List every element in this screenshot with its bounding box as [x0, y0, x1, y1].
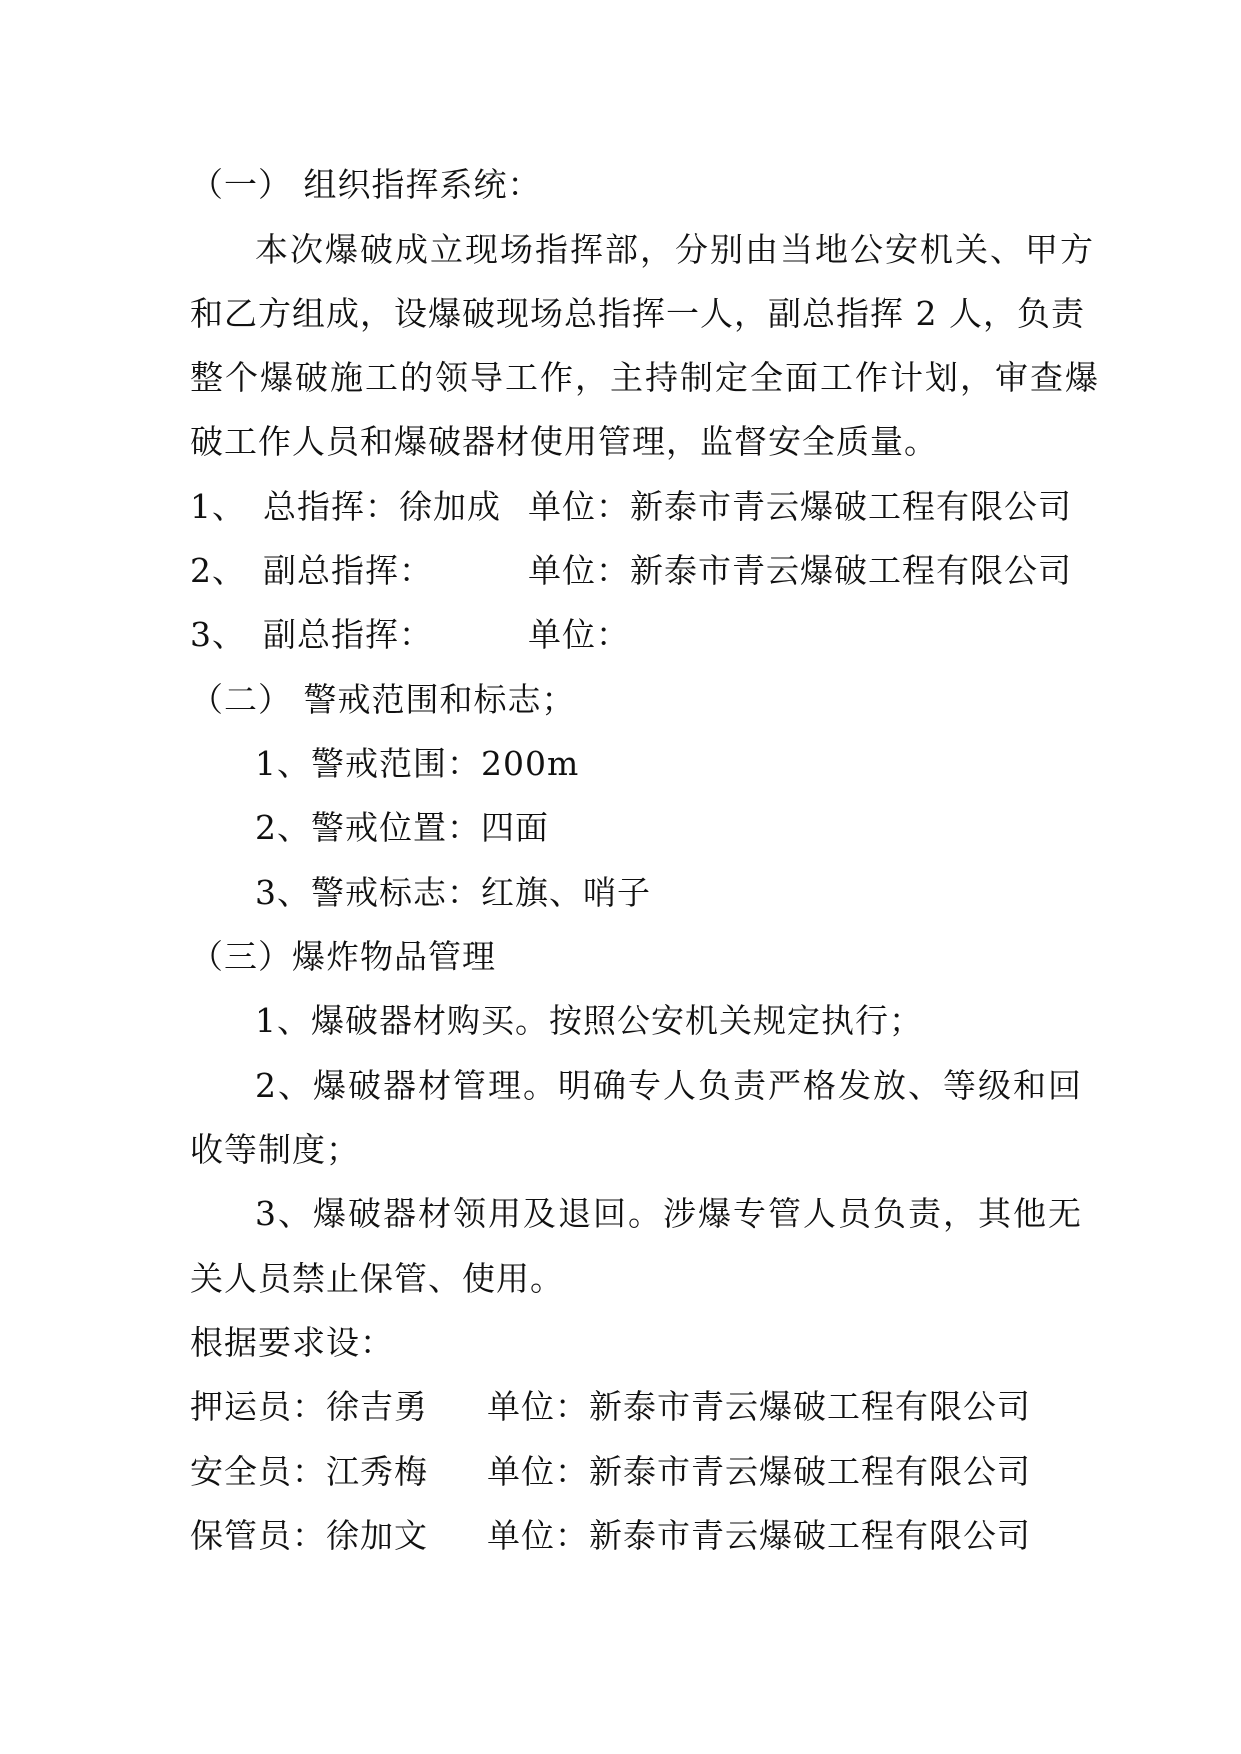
staff-3-unit: 单位：新泰市青云爆破工程有限公司 — [487, 1516, 1031, 1555]
commander-3-role: 副总指挥： — [263, 615, 433, 654]
staff-1-role: 押运员：徐吉勇 — [190, 1387, 428, 1426]
section1-paragraph-line-1: 本次爆破成立现场指挥部，分别由当地公安机关、甲方 — [255, 230, 1095, 269]
commander-1-role: 总指挥：徐加成 — [263, 487, 501, 526]
section1-heading: （一） 组织指挥系统： — [190, 165, 542, 204]
section1-paragraph-line-4: 破工作人员和爆破器材使用管理，监督安全质量。 — [190, 422, 938, 461]
section2-item-1: 1、警戒范围：200m — [255, 744, 580, 783]
section3-item-1: 1、爆破器材购买。按照公安机关规定执行； — [255, 1001, 923, 1040]
section1-paragraph-line-3: 整个爆破施工的领导工作，主持制定全面工作计划，审查爆 — [190, 358, 1100, 397]
section1-paragraph-line-2: 和乙方组成，设爆破现场总指挥一人，副总指挥 2 人，负责 — [190, 294, 1085, 333]
section2-heading: （二） 警戒范围和标志； — [190, 680, 576, 719]
staff-1-unit: 单位：新泰市青云爆破工程有限公司 — [487, 1387, 1031, 1426]
commander-2-role: 副总指挥： — [263, 551, 433, 590]
staff-3-role: 保管员：徐加文 — [190, 1516, 428, 1555]
commander-3-unit: 单位： — [528, 615, 630, 654]
commander-2-number: 2、 — [190, 551, 246, 590]
section2-item-3: 3、警戒标志：红旗、哨子 — [255, 873, 651, 912]
section3-item-3-line-2: 关人员禁止保管、使用。 — [190, 1259, 564, 1298]
commander-2-unit: 单位：新泰市青云爆破工程有限公司 — [528, 551, 1072, 590]
staff-2-unit: 单位：新泰市青云爆破工程有限公司 — [487, 1452, 1031, 1491]
section3-item-3-line-1: 3、爆破器材领用及退回。涉爆专管人员负责，其他无 — [255, 1194, 1083, 1233]
section3-heading: （三）爆炸物品管理 — [190, 937, 496, 976]
section3-item-2-line-1: 2、爆破器材管理。明确专人负责严格发放、等级和回 — [255, 1066, 1083, 1105]
commander-1-number: 1、 — [190, 487, 246, 526]
staff-2-role: 安全员：江秀梅 — [190, 1452, 428, 1491]
commander-1-unit: 单位：新泰市青云爆破工程有限公司 — [528, 487, 1072, 526]
staff-intro: 根据要求设： — [190, 1323, 394, 1362]
section3-item-2-line-2: 收等制度； — [190, 1130, 360, 1169]
commander-3-number: 3、 — [190, 615, 246, 654]
section2-item-2: 2、警戒位置：四面 — [255, 808, 549, 847]
